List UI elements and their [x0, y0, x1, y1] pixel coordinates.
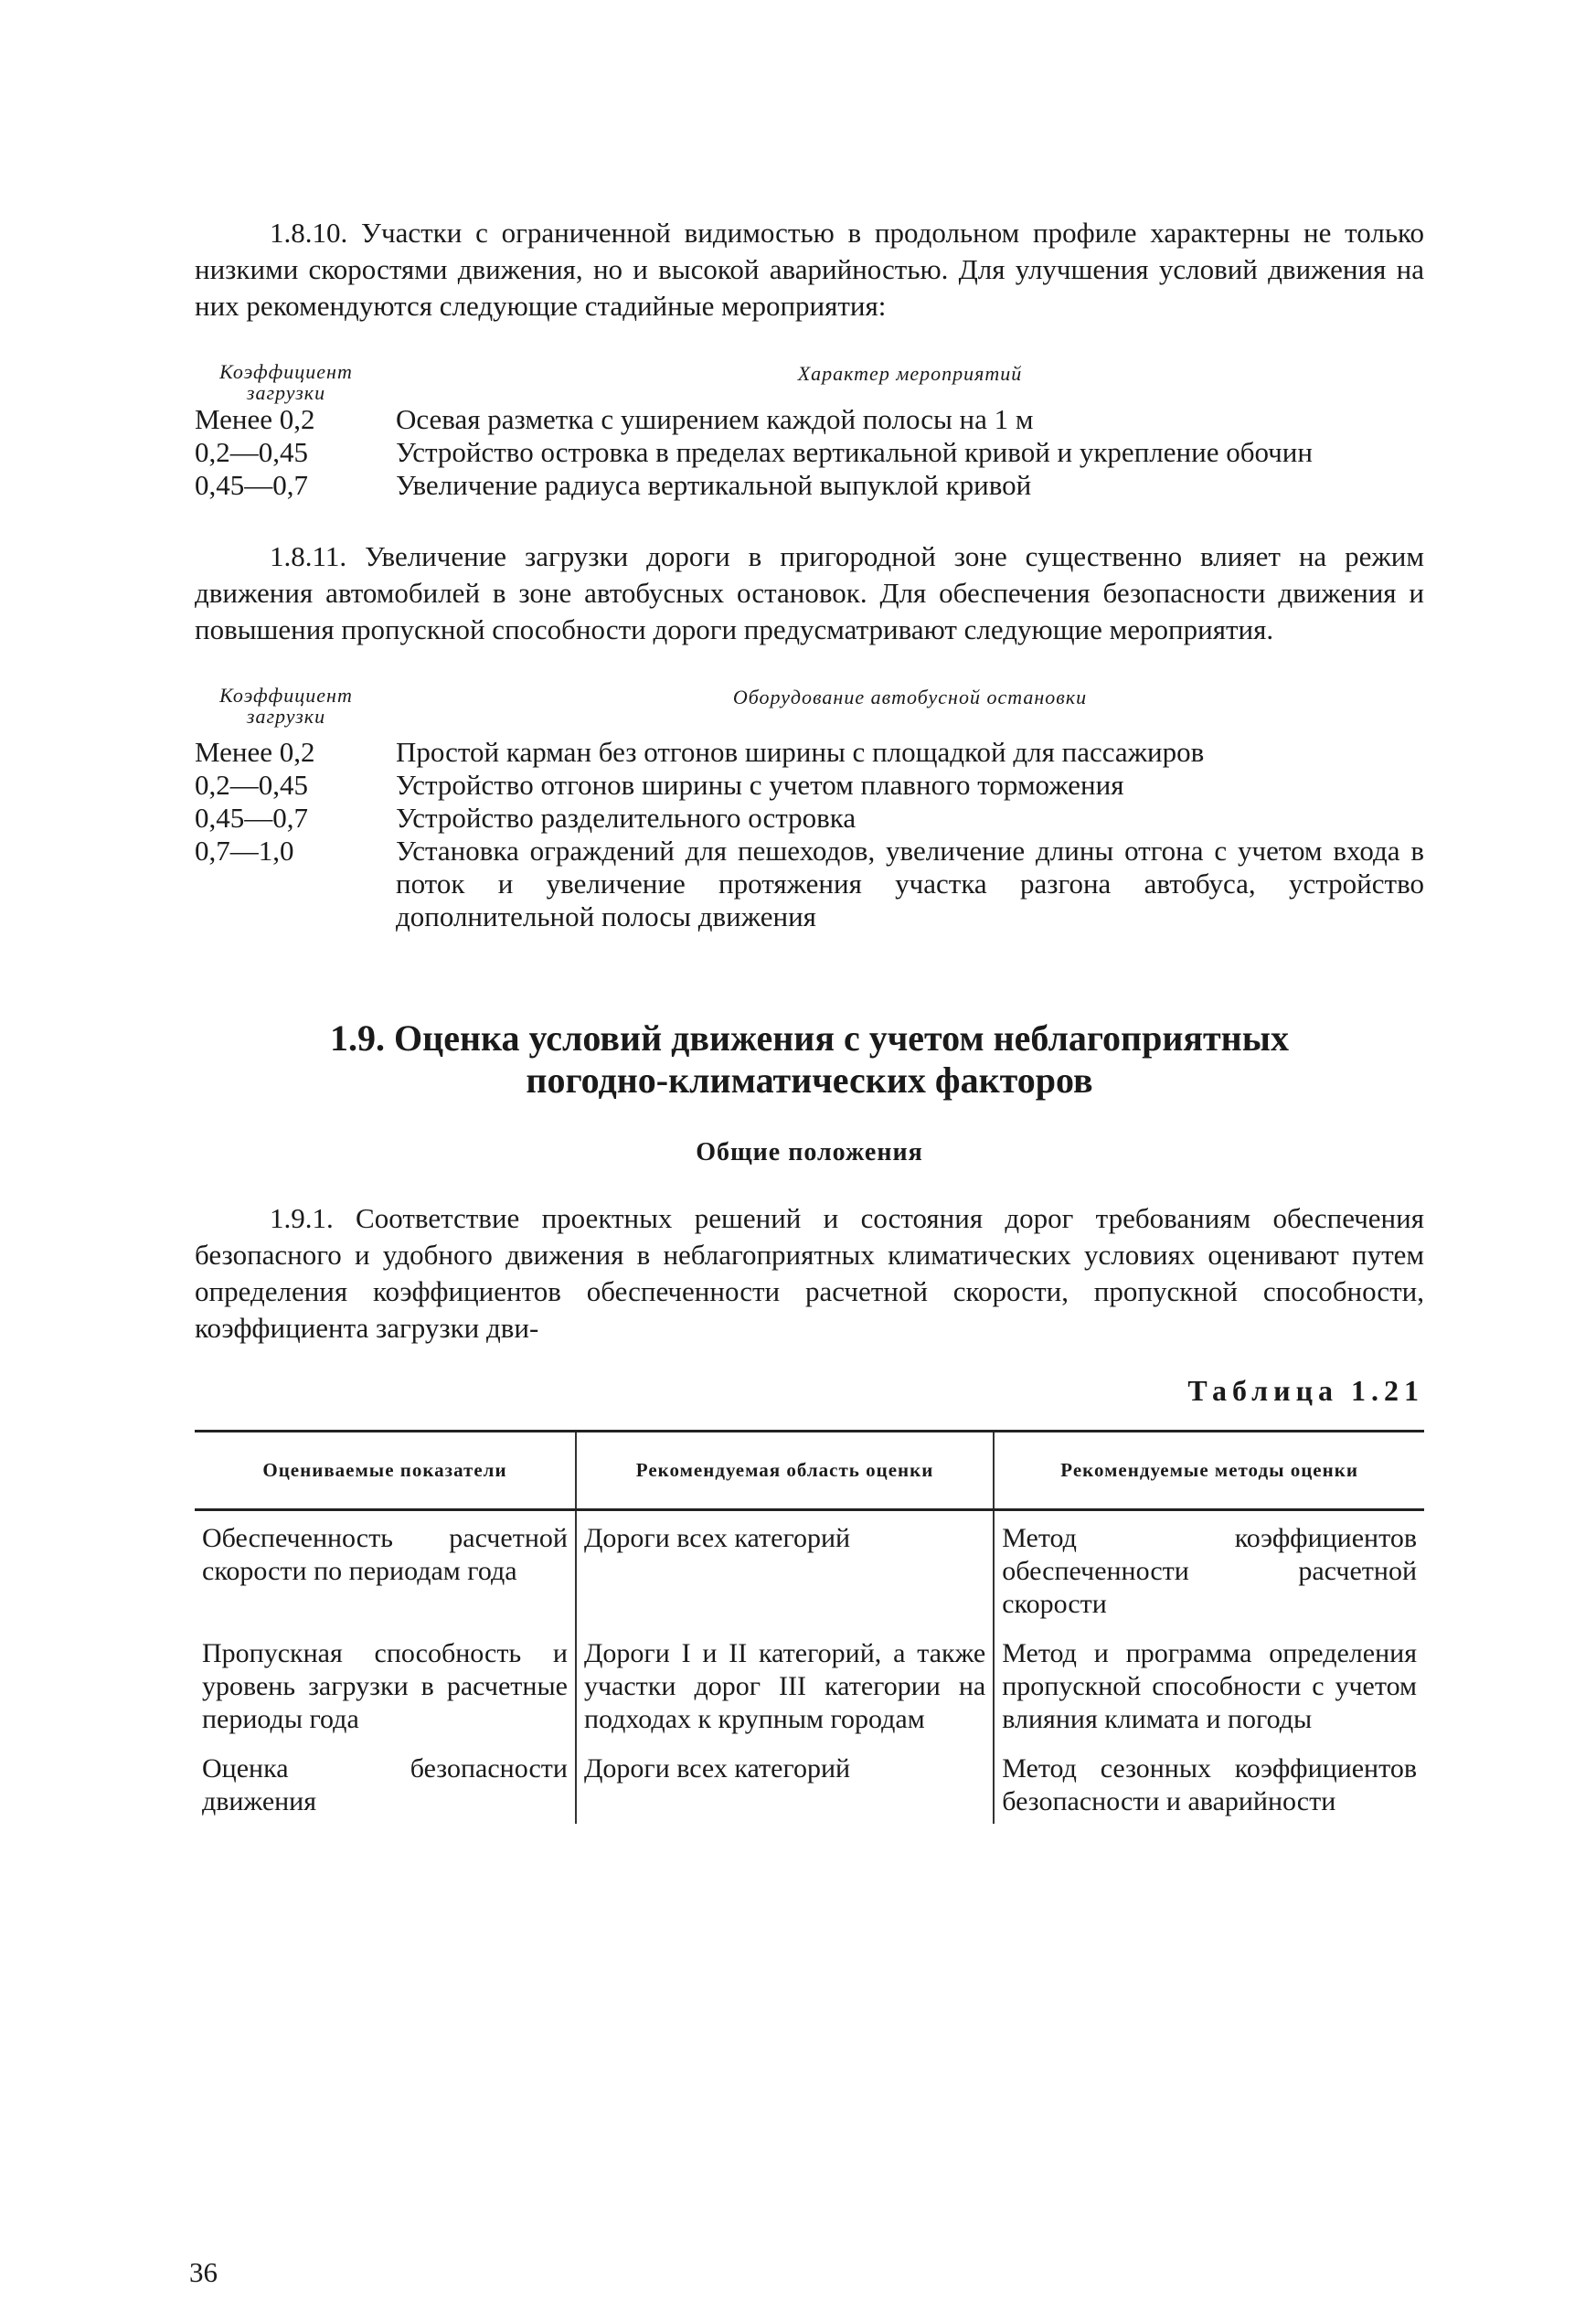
measure-row	[195, 403, 1424, 436]
table-cell: Дороги всех категорий	[576, 1510, 994, 1627]
measures-table-1	[195, 361, 1424, 502]
coefficient-value: Менее 0,2	[195, 403, 315, 435]
measure-row	[195, 802, 1424, 835]
coefficient-value: 0,45—0,7	[195, 802, 308, 834]
column-header: Рекомендуемая область оценки	[576, 1432, 994, 1510]
table-cell: Метод коэффициентов обеспеченности расчетной скорости	[994, 1510, 1424, 1627]
measure-row	[195, 469, 1424, 502]
table-header-row	[195, 1432, 1424, 1510]
coefficient-value: 0,2—0,45	[195, 436, 308, 468]
measure-text: Увеличение радиуса вертикальной выпуклой кривой	[396, 469, 1032, 501]
table-cell: Метод и программа определения пропускной способности с учетом влияния климата и погоды	[994, 1626, 1424, 1741]
section-title	[195, 1017, 1424, 1102]
measure-text: Устройство отгонов ширины с учетом плавного торможения	[396, 769, 1124, 801]
header-coefficient: Коэффициент загрузки	[219, 360, 353, 404]
measures-table-2	[195, 685, 1424, 933]
measure-row	[195, 835, 1424, 933]
measure-row	[195, 769, 1424, 802]
paragraph-1-8-10	[195, 215, 1424, 325]
table-row	[195, 1510, 1424, 1627]
page-number: 36	[189, 2256, 218, 2288]
column-header: Оцениваемые показатели	[195, 1432, 576, 1510]
header-description: Оборудование автобусной остановки	[732, 686, 1088, 708]
subsection-title: Общие положения	[696, 1138, 923, 1166]
column-header: Рекомендуемые методы оценки	[994, 1432, 1424, 1510]
measure-text: Установка ограждений для пешеходов, увеличение длины отгона с учетом входа в поток и увеличение протяжения участка разгона автобуса, устройство дополнительной полосы движения	[396, 835, 1424, 932]
paragraph-1-9-1	[195, 1200, 1424, 1347]
table-cell: Пропускная способность и уровень загрузки в расчетные периоды года	[202, 1638, 568, 1734]
coefficient-value: 0,2—0,45	[195, 769, 308, 801]
header-coefficient: Коэффициент загрузки	[219, 684, 353, 728]
table-cell: Дороги I и II категорий, а также участки дорог III категории на подходах к крупным городам	[576, 1626, 994, 1741]
measure-row	[195, 436, 1424, 469]
table-caption: Таблица 1.21	[1187, 1374, 1424, 1407]
coefficient-value: Менее 0,2	[195, 736, 315, 768]
coefficient-value: 0,45—0,7	[195, 469, 308, 501]
paragraph-text: 1.9.1. Соответствие проектных решений и состояния дорог требованиям обеспечения безопасного и удобного движения в неблагоприятных климатических условиях оценивают путем определения коэффициентов обеспеченности расчетной скорости, пропускной способности, коэффициента загрузки дви-	[195, 1202, 1424, 1344]
table-cell: Оценка безопасности движения	[202, 1753, 568, 1816]
coefficient-value: 0,7—1,0	[195, 835, 294, 867]
paragraph-text: 1.8.11. Увеличение загрузки дороги в пригородной зоне существенно влияет на режим движения автомобилей в зоне автобусных остановок. Для обеспечения безопасности движения и повышения пропускной способности дороги предусматривают следующие мероприятия.	[195, 540, 1424, 645]
table-row	[195, 1741, 1424, 1824]
table-1-21	[195, 1430, 1424, 1824]
section-title-line: 1.9. Оценка условий движения с учетом неблагоприятных	[330, 1017, 1289, 1059]
measures-header	[195, 361, 1424, 403]
table-cell: Дороги всех категорий	[576, 1741, 994, 1824]
measure-text: Устройство островка в пределах вертикальной кривой и укрепление обочин	[396, 436, 1313, 468]
paragraph-text: 1.8.10. Участки с ограниченной видимостью в продольном профиле характерны не только низкими скоростями движения, но и высокой аварийностью. Для улучшения условий движения на них рекомендуются следующие стадийные мероприятия:	[195, 217, 1424, 322]
table-cell: Обеспеченность расчетной скорости по периодам года	[202, 1523, 568, 1586]
table-row	[195, 1626, 1424, 1741]
paragraph-1-8-11	[195, 538, 1424, 648]
measure-text: Простой карман без отгонов ширины с площадкой для пассажиров	[396, 736, 1205, 768]
document-page	[195, 215, 1424, 1824]
measures-header	[195, 685, 1424, 727]
measure-row	[195, 736, 1424, 769]
measure-text: Устройство разделительного островка	[396, 802, 857, 834]
section-title-line: погодно-климатических факторов	[526, 1060, 1093, 1101]
table-cell: Метод сезонных коэффициентов безопасности и аварийности	[994, 1741, 1424, 1824]
measure-text: Осевая разметка с уширением каждой полосы на 1 м	[396, 403, 1034, 435]
header-description: Характер мероприятий	[797, 362, 1023, 385]
